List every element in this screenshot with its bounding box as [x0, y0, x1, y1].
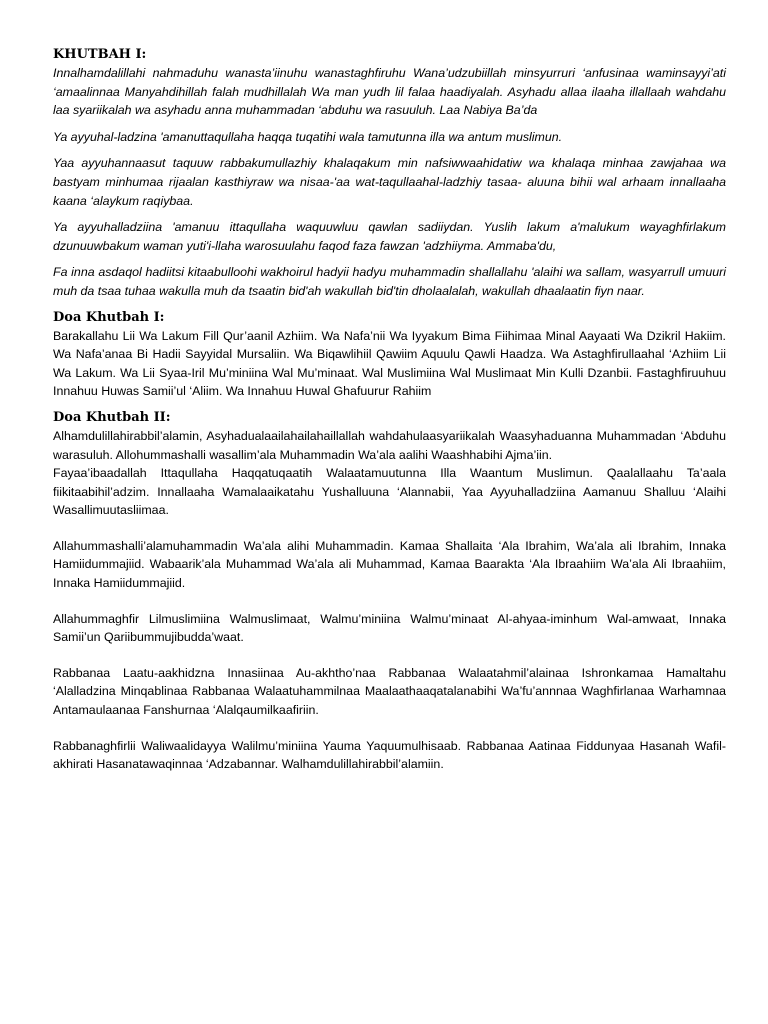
- document-page: [53, 46, 726, 774]
- doa-khutbah-2-paragraph: Rabbanaghfirlii Waliwaalidayya Walilmu’miniina Yauma Yaquumulhisaab. Rabbanaa Aatinaa Fiddunyaa Hasanah Wafil-akhirati Hasanatawaqinnaa ‘Adzabannar. Walhamdulillahirabbil’alamiin.: [53, 738, 726, 772]
- doa-khutbah-2-paragraph: Rabbanaa Laatu-aakhidzna Innasiinaa Au-akhtho’naa Rabbanaa Walaatahmil’alainaa Ishronkamaa Hamaltahu ‘Alalladzina Minqablinaa Rabbanaa Walaatuhammilnaa Maalaathaaqatalanabihi Wa’fu’annnaa Waghfirlanaa Warhamnaa Antamaulaanaa Fanshurnaa ‘Alalqaumilkaafiriin.: [53, 665, 726, 718]
- khutbah-1-heading: KHUTBAH I:: [53, 47, 147, 62]
- khutbah-1-verse-paragraph: Ya ayyuhal-ladzina 'amanuttaqullaha haqqa tuqatihi wala tamutunna illa wa antum muslimun.: [53, 129, 563, 144]
- khutbah-1-opening-paragraph: Innalhamdalillahi nahmaduhu wanasta’iinuhu wanastaghfiruhu Wana’udzubiillah minsyurruri ‘anfusinaa waminsayyi’ati ‘amaalinnaa Manyahdihillah falah mudhillalah Wa man yudh lil falaa haadiyalah. Asyhadu allaa ilaaha illallaah wahdahu laa syariikalah wa asyhadu anna muhammadan ‘abduhu wa rasuuluh. Laa Nabiya Ba’da: [53, 66, 726, 118]
- khutbah-1-verse-paragraph: Ya ayyuhalladziina 'amanuu ittaqullaha waquuwluu qawlan sadiiydan. Yuslih lakum a'malukum wayaghfirlakum dzunuuwbakum waman yuti'i-llaha warosuulahu faqod faza fawzan 'adzhiiyma. Ammaba'du,: [53, 220, 726, 253]
- doa-khutbah-2-heading: Doa Khutbah II:: [53, 409, 171, 425]
- doa-khutbah-2-paragraph: Alhamdulillahirabbil’alamin, Asyhadualaailahailahaillallah wahdahulaasyariikalah Waasyhaduanna Muhammadan ‘Abduhu warasuluh. Allohummashalli wasallim’ala Muhammadin Wa’ala aalihi Waashhabihi Ajma’iin.: [53, 428, 726, 462]
- khutbah-1-closing-paragraph: Fa inna asdaqol hadiitsi kitaabulloohi wakhoirul hadyii hadyu muhammadin shallallahu 'alaihi wa sallam, wasyarrull umuuri muh da tsaa tuhaa wakulla muh da tsaatin bid'ah wakullah bid'tin dholaalalah, wakullah dhaalaatin fiyn naar.: [53, 265, 726, 298]
- doa-khutbah-1-text: Barakallahu Lii Wa Lakum Fill Qur’aanil Azhiim. Wa Nafa’nii Wa Iyyakum Bima Fiihimaa Minal Aayaati Wa Dzikril Hakiim. Wa Nafa’anaa Bi Hadii Sayyidal Mursaliin. Wa Biqawlihiil Qawiim Aquulu Qawli Haadza. Wa Astaghfirullaahal ‘Azhiim Lii Wa Lakum. Wa Lii Syaa-Iril Mu’miniina Wal Mu’minaat. Wal Muslimiina Wal Muslimaat Min Kulli Dzanbii. Fastaghfiruuhuu Innahuu Huwas Samii’ul ‘Aliim. Wa Innahuu Huwal Ghafuurur Rahiim: [53, 328, 726, 399]
- doa-khutbah-1-heading: Doa Khutbah I:: [53, 309, 165, 325]
- khutbah-1-verse-paragraph: Yaa ayyuhannaasut taquuw rabbakumullazhiy khalaqakum min nafsiwwaahidatiw wa khalaqa minhaa zawjahaa wa bastyam minhumaa rijaalan kasthiyraw wa nisaa-'aa wat-taqullaahal-ladzhiy tasaa- aluuna bihii wal arhaam innallaaha kaana ‘alaykum raqiybaa.: [53, 156, 726, 208]
- doa-khutbah-2-paragraph: Allahummashalli’alamuhammadin Wa’ala alihi Muhammadin. Kamaa Shallaita ‘Ala Ibrahim, Wa’ala ali Ibrahim, Innaka Hamiidummajiid. Wabaarik’ala Muhammad Wa’ala ali Muhammad, Kamaa Baarakta ‘Ala Ibraahiim Wa’ala Ali Ibraahiim, Innaka Hamiidummajiid.: [53, 538, 726, 591]
- doa-khutbah-2-paragraph: Fayaa’ibaadallah Ittaqullaha Haqqatuqaatih Walaatamuutunna Illa Waantum Muslimun. Qaalallaahu Ta’aala fiikitaabihil’adzim. Innallaaha Wamalaaikatahu Yushalluuna ‘Alannabii, Yaa Ayyuhalladziina Aamanuu Shalluu ‘Alaihi Wasallimuutasliimaa.: [53, 466, 726, 518]
- doa-khutbah-2-paragraph: Allahummaghfir Lilmuslimiina Walmuslimaat, Walmu’miniina Walmu’minaat Al-ahyaa-iminhum Wal-amwaat, Innaka Samii’un Qariibummujibudda’waat.: [53, 611, 726, 645]
